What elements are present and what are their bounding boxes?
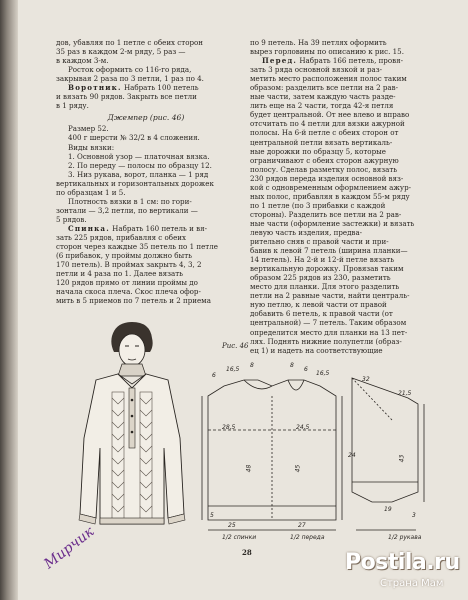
- text-line: ограничивают с обеих сторон ажурную: [250, 155, 399, 165]
- dim-16-5: 16,5: [226, 366, 240, 373]
- text-line: ец 1) и надеть на соответствующие: [250, 345, 383, 355]
- dim-24-5: 24,5: [296, 424, 310, 431]
- dim-27: 27: [298, 522, 306, 529]
- text-line: мить в 5 приемов по 7 петель и 2 приема: [56, 296, 211, 306]
- text-line: зонтали — 3,2 петли, по вертикали —: [56, 205, 198, 215]
- watermark-signature: Мирчик: [41, 523, 98, 573]
- text-line: место для планки. Для этого разделить: [250, 282, 400, 292]
- text-line: левую часть изделия, предва-: [250, 227, 363, 237]
- dim-3: 3: [412, 512, 416, 519]
- text-line: по 1 петле (по 3 прибавки с каждой: [250, 200, 386, 210]
- dim-8b: 8: [290, 362, 294, 369]
- text-line: лить еще на 2 части, тогда 42-я петля: [250, 101, 394, 111]
- text-line: ные части, затем каждую часть разде-: [250, 92, 396, 102]
- text-line: 35 раз в каждом 2-м ряду, 5 раз —: [56, 47, 186, 57]
- text-line: начала скоса плеча. Скос плеча офор-: [56, 287, 201, 297]
- text-line: рительно сняв с правой части и при-: [250, 237, 389, 247]
- text-line: Размер 52.: [68, 124, 109, 134]
- text-line: отсчитать по 4 петли для вязки ажурной: [250, 119, 405, 129]
- text-line: центральной) — 7 петель. Таким образом: [250, 318, 407, 328]
- figure-label: Рис. 46: [222, 342, 249, 350]
- dim-24: 24: [348, 452, 356, 459]
- text-line: [250, 56, 442, 65]
- face-shape: [119, 334, 145, 366]
- text-line: вырез горловины по описанию к рис. 15.: [250, 47, 404, 57]
- text-line: образом: разделить все петли на 2 рав-: [250, 83, 398, 93]
- text-line: Набрать 100 петель: [123, 83, 199, 93]
- text-line: [56, 224, 236, 233]
- text-line: образом 225 рядов из 230, разметить: [250, 273, 391, 283]
- text-line: бавив к левой 7 петель (ширина планки—: [250, 246, 408, 256]
- text-line: полосу. Сделав разметку полос, вязать: [250, 164, 398, 174]
- sweater-illustration: [72, 318, 192, 548]
- text-line: метить место расположения полос таким: [250, 74, 407, 84]
- text-line: петли на 2 равные части, найти централь-: [250, 291, 410, 301]
- pered-title: Перед.: [262, 56, 298, 66]
- text-line: 230 рядов переда изделия основной вяз-: [250, 173, 404, 183]
- text-line: 170 петель). В проймах закрыть 4, 3, 2: [56, 260, 202, 270]
- text-line: определится место для планки на 13 пет-: [250, 327, 408, 337]
- text-line: вертикальную дорожку. Провязав таким: [250, 264, 404, 274]
- text-line: закрывая 2 раза по 3 петли, 1 раз по 4.: [56, 74, 204, 84]
- dim-32: 32: [362, 376, 370, 383]
- dim-48: 48: [245, 464, 253, 473]
- vorotnik-title: Воротник.: [68, 83, 122, 93]
- text-line: 3. Низ рукава, ворот, планка — 1 ряд: [68, 169, 209, 179]
- text-line: будет центральной. От нее влево и вправо: [250, 110, 410, 120]
- postila-logo-subtext[interactable]: Страна Мам: [380, 578, 444, 589]
- text-line: 400 г шерсти № 32/2 в 4 сложения.: [68, 133, 200, 143]
- text-line: и вязать 90 рядов. Закрыть все петли: [56, 92, 197, 102]
- dim-19: 19: [384, 506, 392, 513]
- text-line: полосы. На 6-й петле с обеих сторон от: [250, 128, 399, 138]
- text-line: 120 рядов прямо от линии проймы до: [56, 278, 198, 288]
- text-line: 14 петель). На 2-й и 12-й петле вязать: [250, 255, 395, 265]
- text-line: зать 225 рядов, прибавляя с обеих: [56, 232, 186, 242]
- text-line: стороны). Разделить все петли на 2 рав-: [250, 209, 402, 219]
- text-line: ные дорожки по образцу 5, которые: [250, 146, 386, 156]
- text-line: Плотность вязки в 1 см: по гори-: [68, 196, 192, 206]
- dim-43: 43: [398, 454, 406, 463]
- label-half-front: 1/2 переда: [290, 534, 325, 541]
- text-line: лях. Поднять нижние полупетли (образ-: [250, 336, 402, 346]
- dim-5: 5: [210, 512, 214, 519]
- label-half-back: 1/2 спинки: [222, 534, 257, 541]
- right-text-column: [250, 38, 442, 355]
- dim-16-5b: 16,5: [316, 370, 330, 377]
- dim-6: 6: [212, 372, 216, 379]
- page-number: 28: [242, 548, 252, 557]
- label-half-sleeve: 1/2 рукава: [388, 534, 422, 541]
- text-line: Виды вязки:: [68, 142, 115, 152]
- dim-8: 8: [250, 362, 254, 369]
- dim-45: 45: [294, 464, 302, 473]
- text-line: 5 рядов.: [56, 214, 87, 224]
- text-line: Набрать 160 петель и вя-: [112, 223, 207, 233]
- dim-25: 25: [228, 522, 236, 529]
- dim-28-5: 28,5: [222, 424, 236, 431]
- spinka-title: Спинка.: [68, 223, 110, 233]
- text-line: Набрать 166 петель, провя-: [299, 56, 403, 66]
- text-line: (6 прибавок, у проймы должно быть: [56, 251, 192, 261]
- text-line: 2. По переду — полосы по образцу 12.: [68, 160, 212, 170]
- text-line: дов, убавляя по 1 петле с обеих сторон: [56, 38, 204, 47]
- left-text-column: [56, 38, 236, 305]
- text-line: ные части (оформление застежки) и вязать: [250, 218, 415, 228]
- dim-6b: 6: [304, 366, 308, 373]
- text-line: в 1 ряду.: [56, 101, 89, 111]
- text-line: Росток оформить со 116-го ряда,: [68, 65, 192, 75]
- text-line: в каждом 3-м.: [56, 56, 109, 66]
- text-line: петли и 4 раза по 1. Далее вязать: [56, 269, 183, 279]
- text-line: вертикальных и горизонтальных дорожек: [56, 178, 214, 188]
- text-line: 1. Основной узор — платочная вязка.: [68, 151, 210, 161]
- pattern-diagram: [196, 350, 456, 550]
- book-spine: [0, 0, 18, 600]
- text-line: центральной петли вязать вертикаль-: [250, 137, 393, 147]
- section-title: Джемпер (рис. 46): [107, 113, 185, 123]
- text-line: ную петлю, к левой части от правой: [250, 300, 387, 310]
- text-line: по 9 петель. На 39 петлях оформить: [250, 38, 387, 47]
- text-line: кой с одновременным оформлением ажур-: [250, 182, 412, 192]
- text-line: зать 3 ряда основной вязкой и раз-: [250, 65, 383, 75]
- text-line: сторон через каждые 35 петель по 1 петле: [56, 242, 218, 252]
- text-line: по образцам 1 и 5.: [56, 187, 126, 197]
- text-line: [56, 83, 236, 92]
- text-line: добавить 6 петель, к правой части (от: [250, 309, 393, 319]
- postila-logo-text[interactable]: Postila.ru: [345, 550, 460, 575]
- dim-21-5: 21,5: [398, 390, 412, 397]
- text-line: ных полос, прибавляя в каждом 55-м ряду: [250, 191, 410, 201]
